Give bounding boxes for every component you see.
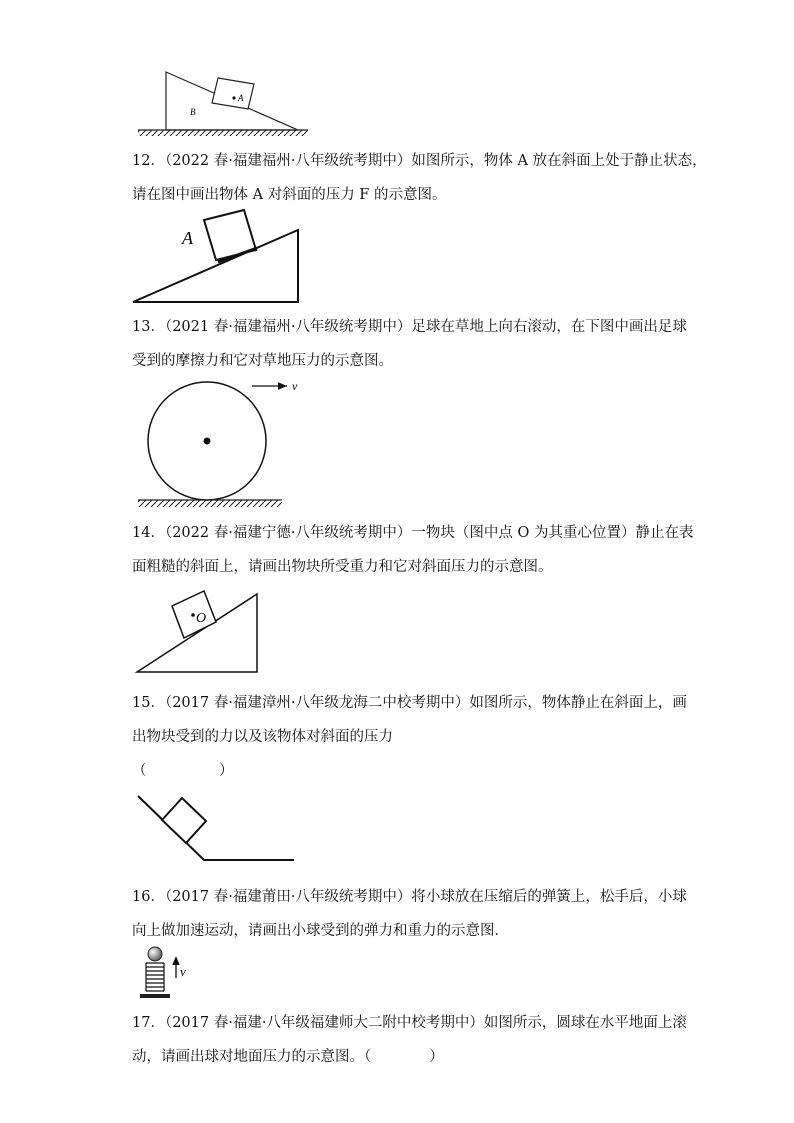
question-16 <box>132 880 687 948</box>
figure-ball-on-ground <box>132 376 302 512</box>
figure-block-on-incline-12 <box>130 208 305 306</box>
label-a: A <box>182 228 193 248</box>
label-o: O <box>196 611 207 626</box>
center-of-gravity <box>191 613 195 617</box>
question-14-line-1: 14．（2022 春·福建宁德·八年级统考期中）一物块（图中点 O 为其重心位置）静止在表 <box>132 525 694 541</box>
point-a <box>232 96 235 99</box>
ground-hatch <box>138 500 282 507</box>
figure-block-on-slope-15 <box>132 790 298 866</box>
question-12-line-2: 请在图中画出物体 A 对斜面的压力 F 的示意图。 <box>132 187 447 203</box>
question-13-line-1: 13．（2021 春·福建福州·八年级统考期中）足球在草地上向右滚动，在下图中画出足球 <box>132 319 687 335</box>
slope-and-floor <box>138 796 294 860</box>
question-15-line-1: 15．（2017 春·福建漳州·八年级龙海二中校考期中）如图所示，物体静止在斜面上，画 <box>132 695 687 711</box>
spring-base <box>140 994 170 998</box>
question-17-line-2: 动，请画出球对地面压力的示意图。（ ） <box>132 1049 444 1065</box>
small-ball <box>148 947 162 961</box>
block <box>162 798 206 843</box>
question-17 <box>132 1006 687 1074</box>
question-16-line-2: 向上做加速运动，请画出小球受到的弹力和重力的示意图． <box>132 923 509 939</box>
question-15-line-2: 出物块受到的力以及该物体对斜面的压力 <box>132 729 393 745</box>
question-12-line-1: 12．（2022 春·福建福州·八年级统考期中）如图所示，物体 A 放在斜面上处于静止状态， <box>132 153 707 169</box>
question-16-line-1: 16．（2017 春·福建莆田·八年级统考期中）将小球放在压缩后的弹簧上，松手后，小球 <box>132 889 687 905</box>
question-14 <box>132 516 694 584</box>
question-15-line-3: （ ） <box>132 763 234 779</box>
figure-block-on-incline-14 <box>132 590 262 676</box>
ball-center <box>204 438 211 445</box>
question-13 <box>132 310 687 378</box>
ground-hatch <box>138 130 308 136</box>
question-14-line-2: 面粗糙的斜面上，请画出物块所受重力和它对斜面压力的示意图。 <box>132 559 553 575</box>
question-17-line-1: 17．（2017 春·福建·八年级福建师大二附中校考期中）如图所示，圆球在水平地面上滚 <box>132 1015 687 1031</box>
label-v: v <box>292 379 298 393</box>
question-12 <box>132 144 707 212</box>
compressed-spring <box>146 963 164 991</box>
label-b: B <box>190 107 196 117</box>
question-13-line-2: 受到的摩擦力和它对草地压力的示意图。 <box>132 353 393 369</box>
block-a <box>212 78 254 109</box>
question-15 <box>132 686 687 788</box>
label-a: A <box>238 93 244 103</box>
figure-block-on-wedge <box>130 62 310 142</box>
label-v: v <box>180 964 186 979</box>
figure-ball-on-spring <box>138 944 198 1002</box>
